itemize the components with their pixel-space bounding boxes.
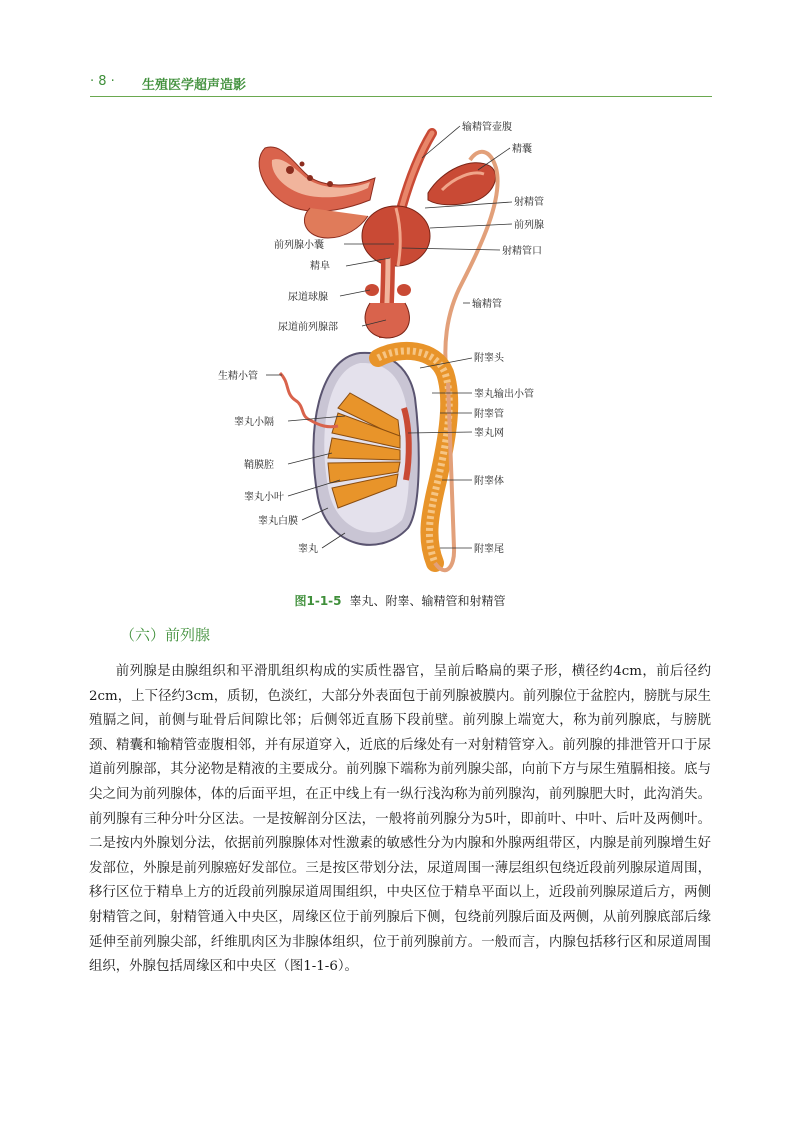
label-seminal-colliculus: 精阜 (310, 261, 330, 272)
caption-number: 图1-1-5 (294, 594, 342, 608)
figure-caption (0, 592, 800, 609)
label-vaginal-cavity: 鞘膜腔 (244, 460, 274, 471)
label-vas-deferens: 输精管 (472, 299, 502, 310)
label-prostate: 前列腺 (514, 220, 544, 231)
section-title: （六）前列腺 (120, 626, 211, 644)
page-number: · 8 · (90, 74, 115, 89)
label-efferent-ductules: 睾丸输出小管 (474, 389, 534, 400)
label-ejaculatory-orifice: 射精管口 (502, 246, 542, 257)
label-rete-testis: 睾丸网 (474, 428, 504, 439)
label-prostatic-urethra: 尿道前列腺部 (278, 322, 338, 333)
running-header (90, 72, 712, 97)
caption-text: 睾丸、附睾、输精管和射精管 (349, 594, 506, 608)
label-epididymis-head: 附睾头 (474, 353, 504, 364)
testis-illustration (280, 351, 454, 570)
label-testis: 睾丸 (298, 544, 318, 555)
label-tunica-albuginea: 睾丸白膜 (258, 516, 298, 527)
anatomy-figure (210, 108, 590, 583)
label-ampulla: 输精管壶腹 (462, 122, 512, 133)
label-epididymis-tail: 附睾尾 (474, 544, 504, 555)
label-lobule: 睾丸小叶 (244, 492, 284, 503)
label-epididymal-duct: 附睾管 (474, 409, 504, 420)
label-prostatic-utricle: 前列腺小囊 (274, 240, 324, 251)
label-seminal-vesicle: 精囊 (512, 144, 532, 155)
body-paragraph: 前列腺是由腺组织和平滑肌组织构成的实质性器官，呈前后略扁的栗子形，横径约4cm，前后径约2cm，上下径约3cm，质韧，色淡红，大部分外表面包于前列腺被膜内。前列腺位于盆腔内，膀胱与尿生殖膈之间，前侧与耻骨后间隙比邻；后侧邻近直肠下段前壁。前列腺上端宽大，称为前列腺底，与膀胱颈、精囊和输精管壶腹相邻，并有尿道穿入，近底的后缘处有一对射精管穿入。前列腺的排泄管开口于尿道前列腺部，其分泌物是精液的主要成分。前列腺下端称为前列腺尖部，向前下方与尿生殖膈相接。底与尖之间为前列腺体，体的后面平坦，在正中线上有一纵行浅沟称为前列腺沟，前列腺肥大时，此沟消失。前列腺有三种分叶分区法。一是按解剖分区法，一般将前列腺分为5叶，即前叶、中叶、后叶及两侧叶。二是按内外腺划分法，依据前列腺腺体对性激素的敏感性分为内腺和外腺两组带区，内腺是前列腺增生好发部位，外腺是前列腺癌好发部位。三是按区带划分法，尿道周围一薄层组织包绕近段前列腺尿道周围，移行区位于精阜上方的近段前列腺尿道周围组织，中央区位于精阜平面以上，近段前列腺尿道后方，两侧射精管之间，射精管通入中央区，周缘区位于前列腺后下侧，包绕前列腺后面及两侧，从前列腺底部后缘延伸至前列腺尖部，纤维肌肉区为非腺体组织，位于前列腺前方。一般而言，内腺包括移行区和尿道周围组织，外腺包括周缘区和中央区（图1-1-6）。 (89, 664, 711, 975)
label-ejaculatory-duct: 射精管 (514, 197, 544, 208)
upper-organ-illustration (259, 133, 497, 383)
book-title: 生殖医学超声造影 (142, 78, 247, 93)
label-septum: 睾丸小隔 (234, 417, 274, 428)
label-seminiferous-tubule: 生精小管 (218, 371, 258, 382)
label-bulbourethral-gland: 尿道球腺 (288, 292, 328, 303)
label-epididymis-body: 附睾体 (474, 476, 504, 487)
